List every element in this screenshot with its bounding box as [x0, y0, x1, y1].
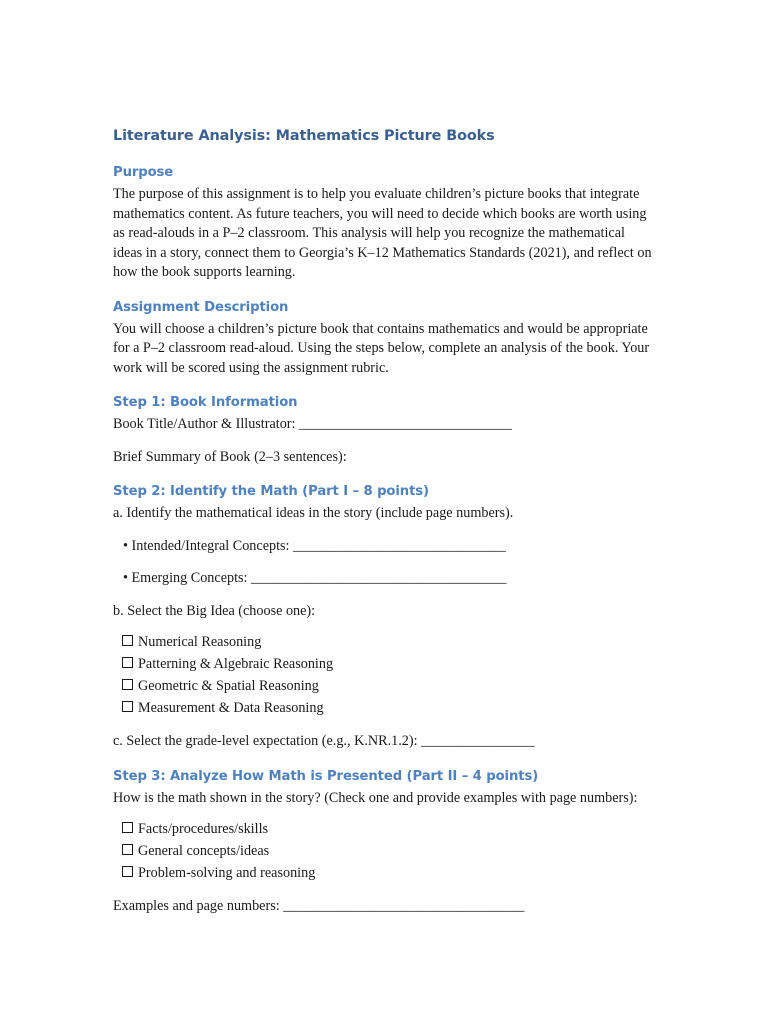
presentation-option[interactable] [122, 818, 653, 840]
presentation-label: Facts/procedures/skills [138, 821, 269, 837]
presentation-options [122, 818, 653, 884]
document-title: Literature Analysis: Mathematics Picture Books [113, 128, 495, 144]
presentation-option[interactable] [122, 862, 653, 884]
big-idea-label: Patterning & Algebraic Reasoning [138, 656, 334, 672]
intended-concepts-field: • Intended/Integral Concepts: ______________________________ [123, 537, 506, 554]
step2-part-c: c. Select the grade-level expectation (e.g., K.NR.1.2): ________________ [113, 733, 535, 749]
assignment-description-text: You will choose a children’s picture book that contains mathematics and would be appropriate for a P–2 classroom read-aloud. Using the steps below, complete an analysis of the book. Your work will be scored using the assignment rubric. [113, 320, 650, 376]
big-idea-label: Measurement & Data Reasoning [138, 700, 324, 716]
checkbox-icon[interactable] [122, 679, 133, 690]
book-title-field: Book Title/Author & Illustrator: ______________________________ [113, 416, 512, 432]
step3-heading: Step 3: Analyze How Math is Presented (Part II – 4 points) [113, 768, 539, 784]
step2-heading: Step 2: Identify the Math (Part I – 8 points) [113, 484, 429, 499]
purpose-heading: Purpose [113, 165, 174, 180]
big-idea-label: Geometric & Spatial Reasoning [138, 678, 319, 694]
step2-part-b: b. Select the Big Idea (choose one): [113, 602, 316, 619]
examples-field: Examples and page numbers: __________________________________ [113, 898, 525, 914]
step2-part-a: a. Identify the mathematical ideas in the story (include page numbers). [113, 505, 514, 521]
presentation-label: Problem-solving and reasoning [138, 865, 316, 881]
big-idea-option[interactable] [122, 697, 653, 719]
checkbox-icon[interactable] [122, 657, 133, 668]
checkbox-icon[interactable] [122, 822, 133, 833]
step3-question: How is the math shown in the story? (Check one and provide examples with page numbers): [113, 789, 638, 806]
checkbox-icon[interactable] [122, 701, 133, 712]
assignment-description-heading: Assignment Description [113, 299, 289, 315]
step1-heading: Step 1: Book Information [113, 395, 298, 410]
checkbox-icon[interactable] [122, 844, 133, 855]
document-page [113, 126, 653, 917]
presentation-option[interactable] [122, 840, 653, 862]
purpose-text: The purpose of this assignment is to help you evaluate children’s picture books that integrate mathematics content. As future teachers, you will need to decide which books are worth using as read-alouds in a P–2 classroom. This analysis will help you recognize the mathematical ideas in a story, connect them to Georgia’s K–12 Mathematics Standards (2021), and reflect on how the book supports learning. [113, 186, 652, 280]
presentation-label: General concepts/ideas [138, 843, 270, 859]
big-idea-label: Numerical Reasoning [138, 634, 262, 650]
checkbox-icon[interactable] [122, 635, 133, 646]
big-idea-options [122, 631, 653, 719]
big-idea-option[interactable] [122, 675, 653, 697]
checkbox-icon[interactable] [122, 866, 133, 877]
big-idea-option[interactable] [122, 653, 653, 675]
book-summary-field: Brief Summary of Book (2–3 sentences): [113, 448, 347, 465]
big-idea-option[interactable] [122, 631, 653, 653]
emerging-concepts-field: • Emerging Concepts: ____________________________________ [123, 570, 507, 586]
